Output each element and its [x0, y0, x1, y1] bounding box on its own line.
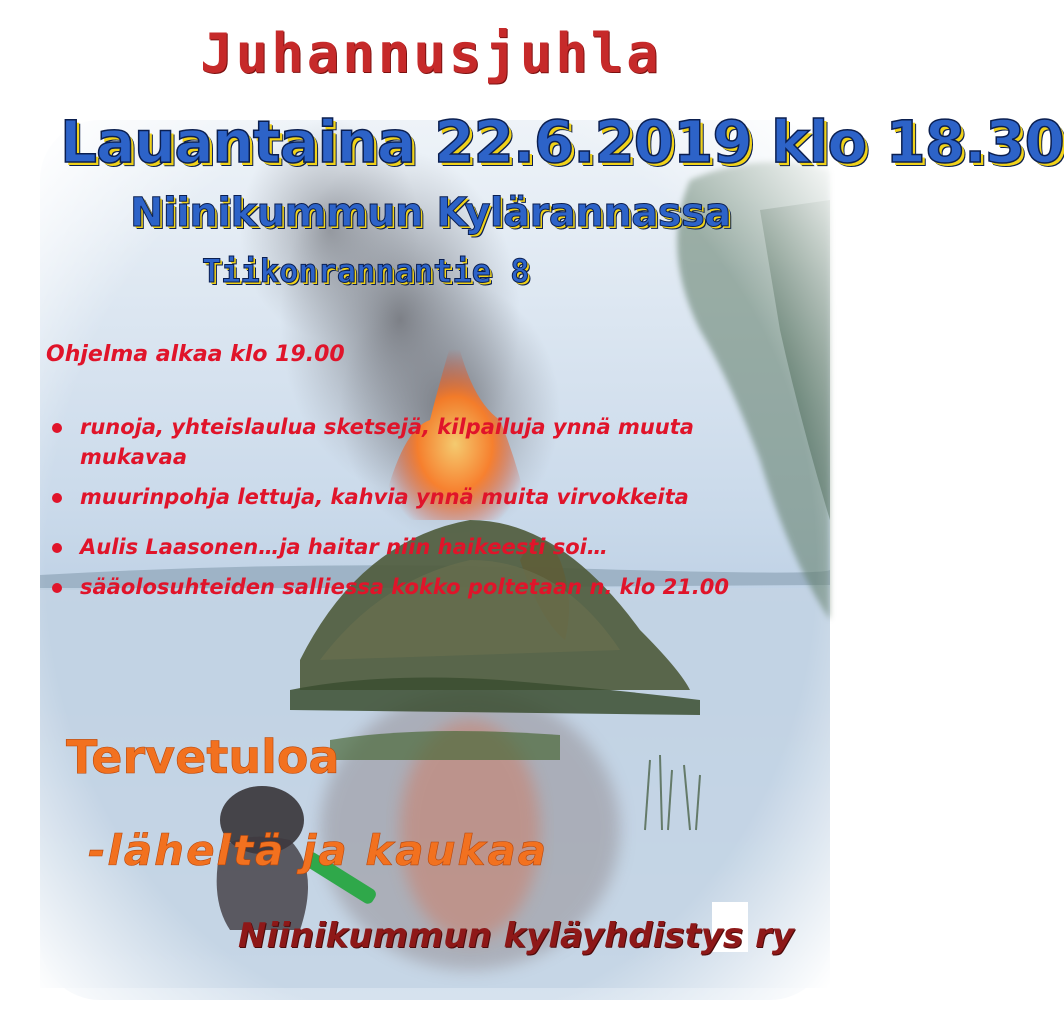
bullet-icon	[52, 493, 62, 503]
list-item	[44, 572, 804, 602]
program-item-text: Aulis Laasonen…ja haitar niin haikeesti soi…	[80, 535, 608, 559]
bullet-icon	[52, 583, 62, 593]
welcome-text: Tervetuloa	[66, 730, 340, 784]
event-place: Niinikummun Kylärannassa	[130, 190, 731, 236]
welcome-subtext: -läheltä ja kaukaa	[88, 826, 549, 875]
program-item-text: muurinpohja lettuja, kahvia ynnä muita virvokkeita	[80, 485, 689, 509]
event-address: Tiikonrannantie 8	[202, 252, 530, 290]
program-item-text: runoja, yhteislaulua sketsejä, kilpailuja ynnä muuta	[80, 415, 694, 439]
list-item	[44, 412, 804, 442]
program-list	[44, 412, 804, 602]
program-item-text: sääolosuhteiden salliessa kokko poltetaan n. klo 21.00	[80, 575, 730, 599]
bullet-icon	[52, 543, 62, 553]
program-item-text: mukavaa	[80, 445, 187, 469]
list-item	[44, 442, 804, 472]
organizer-name: Niinikummun kyläyhdistys ry	[238, 916, 794, 956]
event-date: Lauantaina 22.6.2019 klo 18.30	[60, 108, 1064, 176]
poster-title: Juhannusjuhla	[200, 22, 662, 85]
program-start: Ohjelma alkaa klo 19.00	[46, 342, 345, 367]
list-item	[44, 482, 804, 512]
list-item	[44, 532, 804, 562]
bullet-icon	[52, 423, 62, 433]
